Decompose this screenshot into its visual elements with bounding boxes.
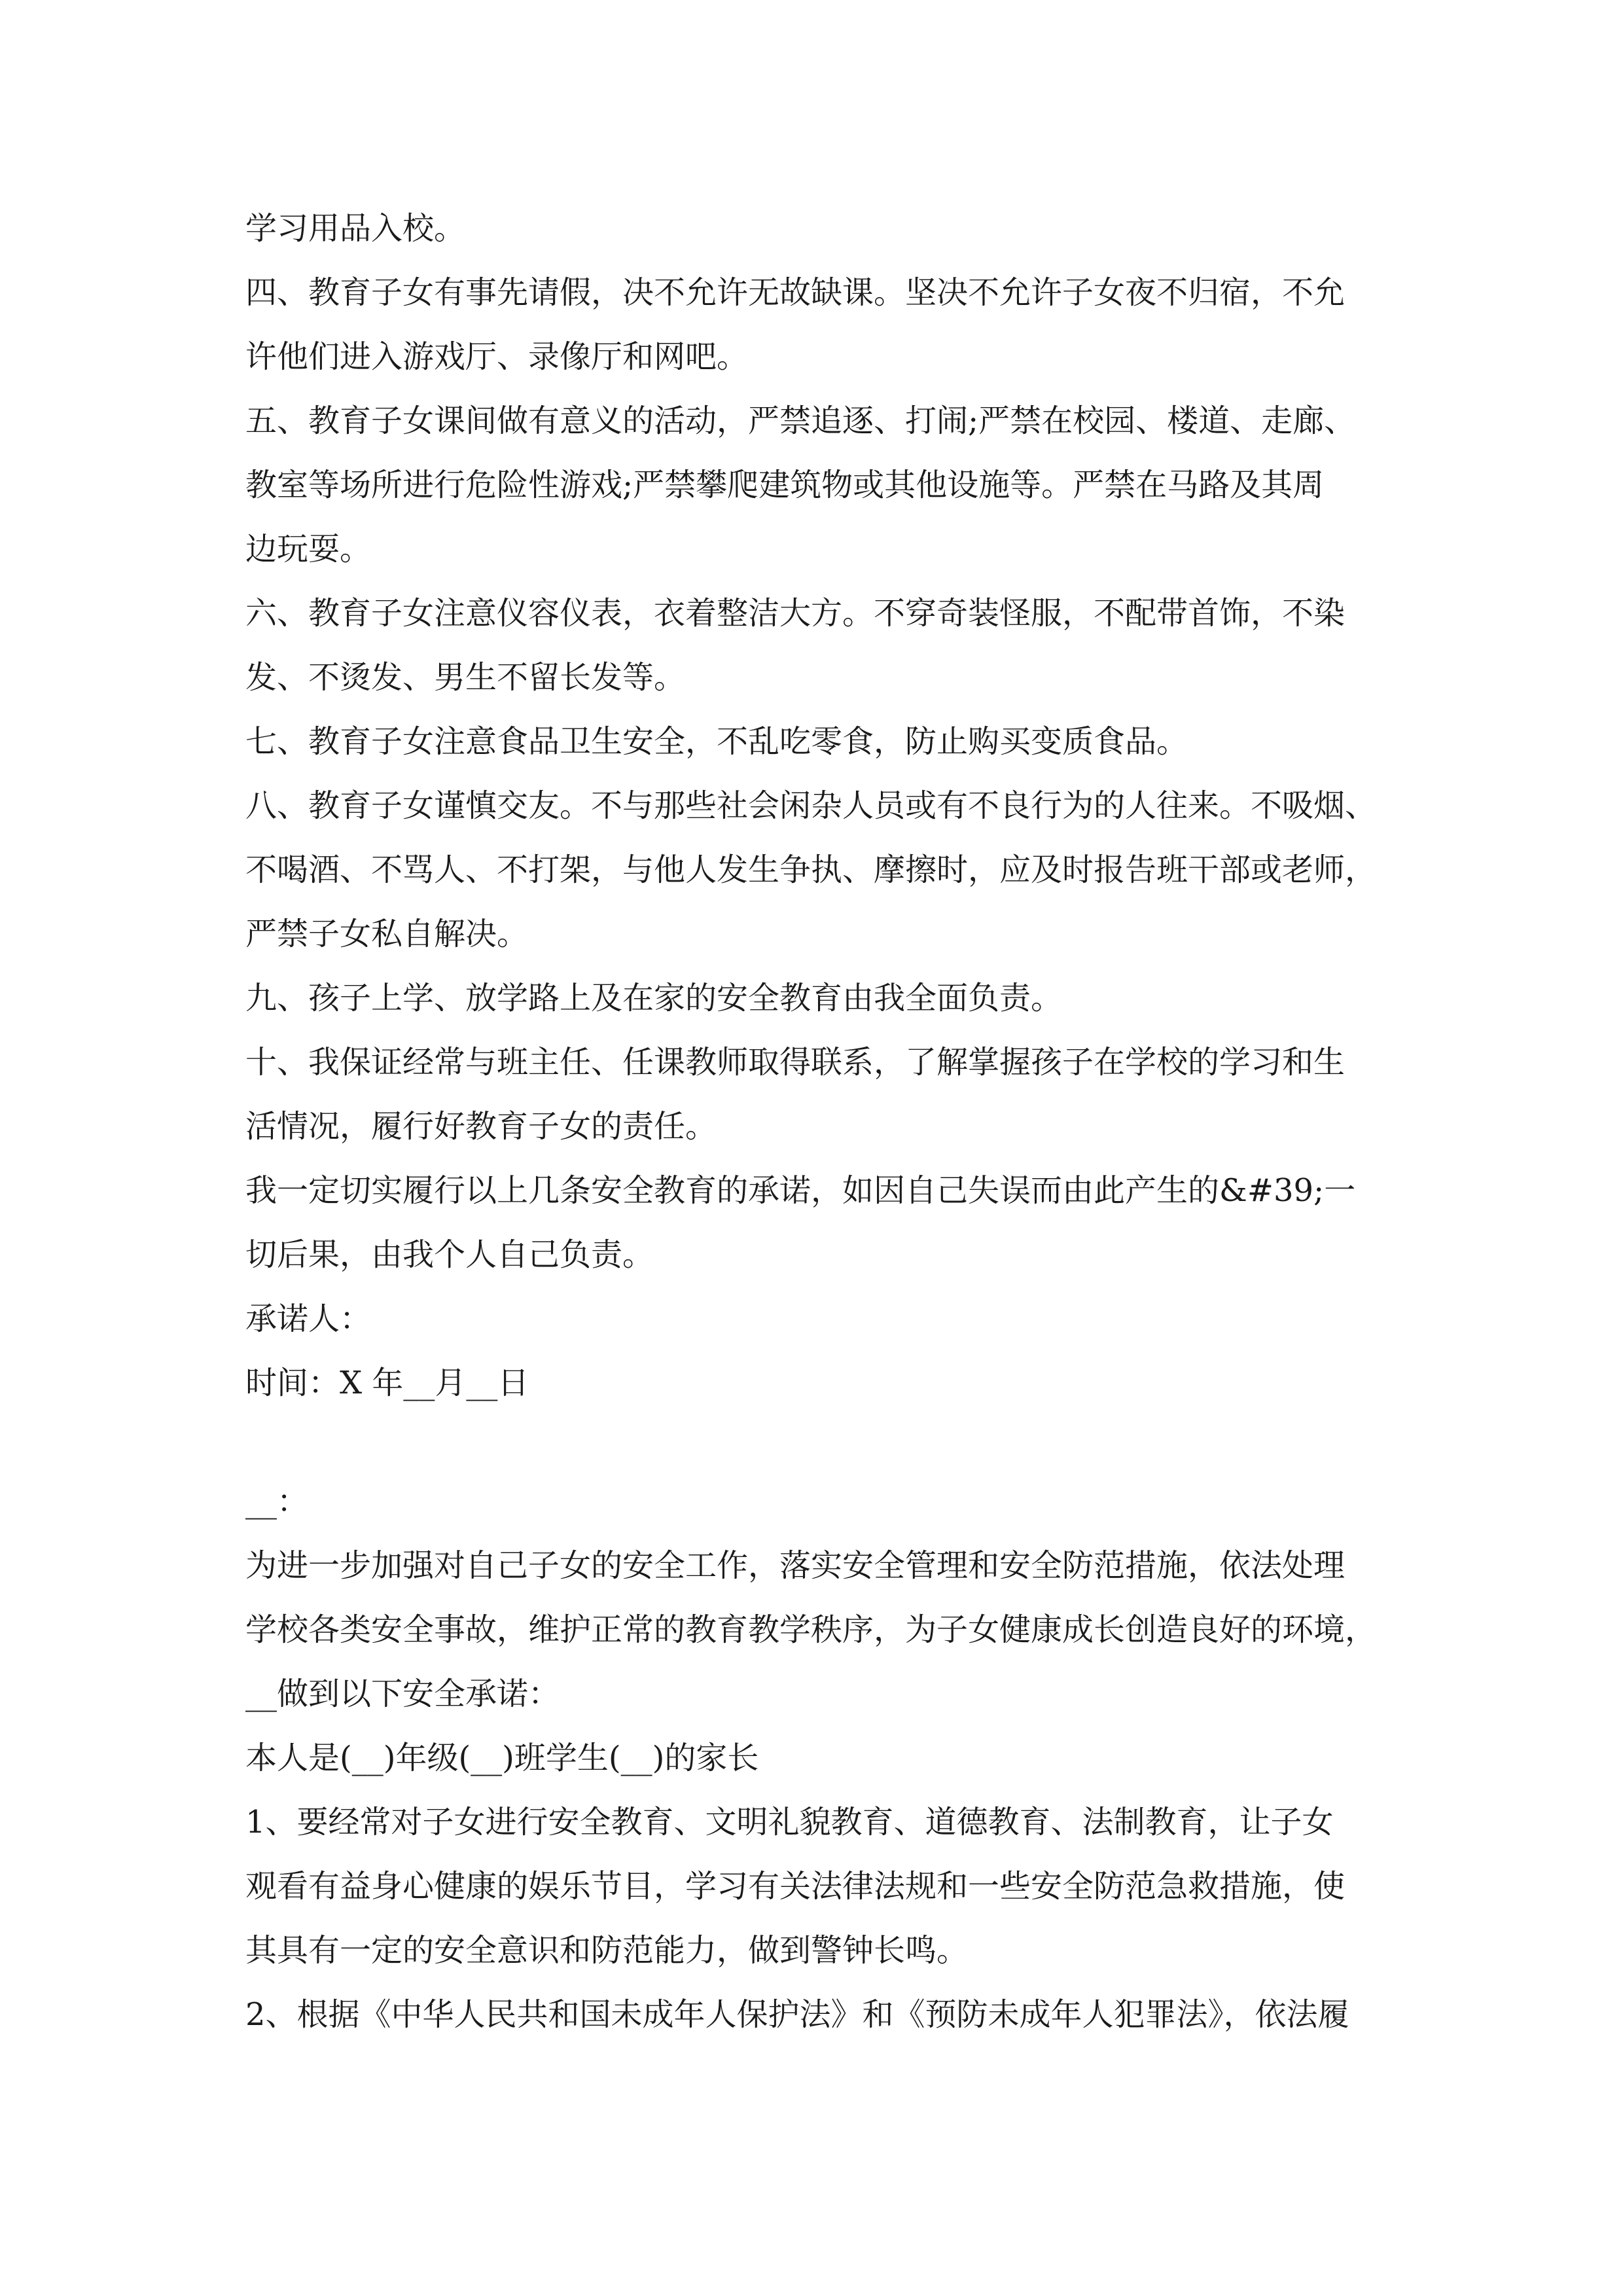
text-line: 发、不烫发、男生不留长发等。 <box>245 659 686 696</box>
text-line: 四、教育子女有事先请假，决不允许无故缺课。坚决不允许子女夜不归宿，不允 <box>245 274 1346 311</box>
text-line: 为进一步加强对自己子女的安全工作，落实安全管理和安全防范措施，依法处理 <box>245 1547 1346 1584</box>
text-line: 活情况，履行好教育子女的责任。 <box>245 1108 717 1145</box>
text-line: 不喝酒、不骂人、不打架，与他人发生争执、摩擦时，应及时报告班干部或老师， <box>245 852 1377 888</box>
salutation-line: __： <box>245 1483 309 1520</box>
text-line: __做到以下安全承诺： <box>245 1676 560 1712</box>
text-line: 我一定切实履行以上几条安全教育的承诺，如因自己失误而由此产生的&#39;一 <box>245 1172 1356 1209</box>
text-line: 六、教育子女注意仪容仪表，衣着整洁大方。不穿奇装怪服，不配带首饰，不染 <box>245 595 1346 632</box>
text-line: 五、教育子女课间做有意义的活动，严禁追逐、打闹;严禁在校园、楼道、走廊、 <box>245 403 1356 439</box>
text-line: 许他们进入游戏厅、录像厅和网吧。 <box>245 338 749 375</box>
pledge-section-2 <box>245 1469 1381 2047</box>
text-line: 观看有益身心健康的娱乐节目，学习有关法律法规和一些安全防范急救措施，使 <box>245 1868 1346 1905</box>
text-line: 九、孩子上学、放学路上及在家的安全教育由我全面负责。 <box>245 980 1063 1016</box>
text-line: 七、教育子女注意食品卫生安全，不乱吃零食，防止购买变质食品。 <box>245 723 1188 760</box>
date-line: 时间：X 年__月__日 <box>245 1365 529 1401</box>
text-line: 2、根据《中华人民共和国未成年人保护法》和《预防未成年人犯罪法》，依法履 <box>245 1996 1349 2033</box>
text-line: 十、我保证经常与班主任、任课教师取得联系，了解掌握孩子在学校的学习和生 <box>245 1044 1346 1081</box>
text-line: 严禁子女私自解决。 <box>245 916 529 952</box>
text-line: 其具有一定的安全意识和防范能力，做到警钟长鸣。 <box>245 1932 969 1969</box>
text-line: 1、要经常对子女进行安全教育、文明礼貌教育、道德教育、法制教育，让子女 <box>245 1804 1334 1840</box>
pledge-section-1 <box>245 196 1381 1415</box>
text-line: 学习用品入校。 <box>245 210 466 247</box>
signer-label: 承诺人： <box>245 1300 372 1337</box>
text-line: 教室等场所进行危险性游戏;严禁攀爬建筑物或其他设施等。严禁在马路及其周 <box>245 467 1325 503</box>
text-line: 学校各类安全事故，维护正常的教育教学秩序，为子女健康成长创造良好的环境， <box>245 1611 1377 1648</box>
text-line: 边玩耍。 <box>245 531 372 567</box>
text-line: 切后果，由我个人自己负责。 <box>245 1236 654 1273</box>
parent-identity-line: 本人是(__)年级(__)班学生(__)的家长 <box>245 1740 759 1776</box>
text-line: 八、教育子女谨慎交友。不与那些社会闲杂人员或有不良行为的人往来。不吸烟、 <box>245 787 1377 824</box>
